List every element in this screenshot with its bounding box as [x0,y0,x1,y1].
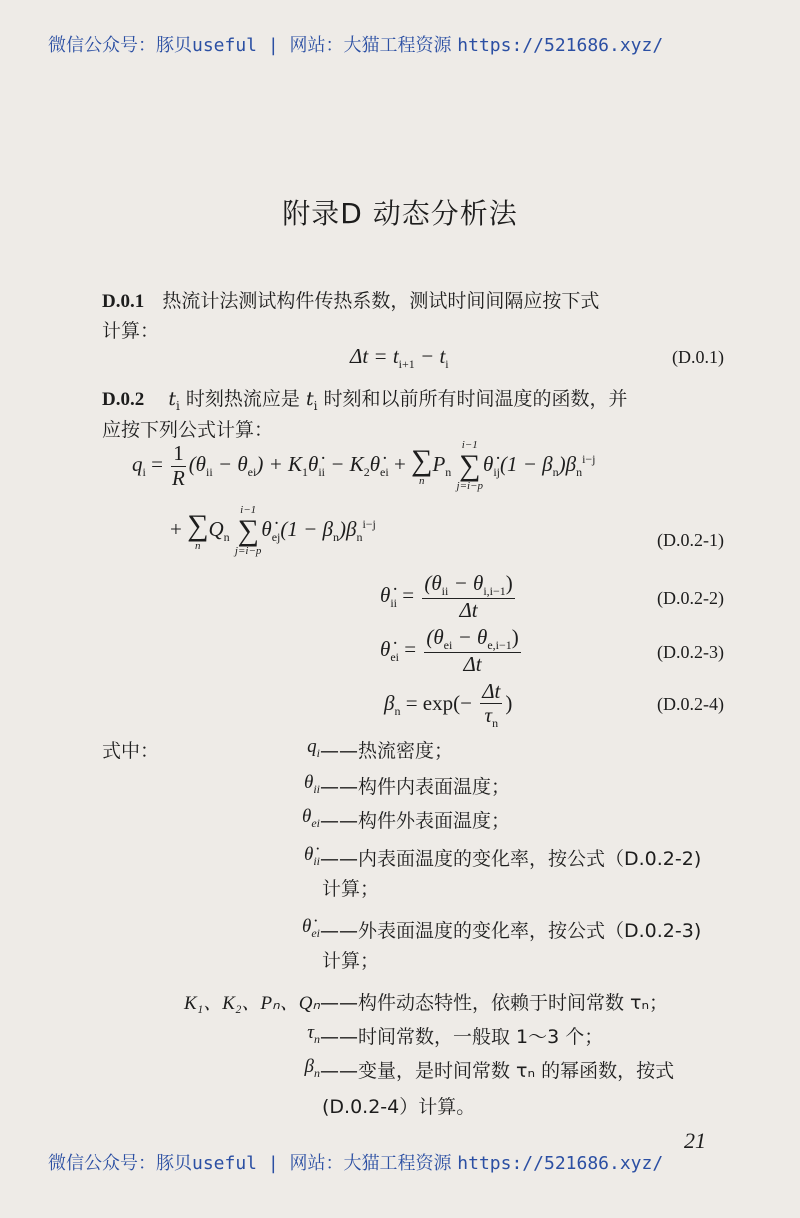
definition-text: ——构件动态特性，依赖于时间常数 τₙ； [320,992,669,1014]
definition-text: ——变量，是时间常数 τₙ 的幂函数，按式 [320,1060,675,1082]
clause-text: 热流计法测试构件传热系数，测试时间间隔应按下式 [162,290,600,312]
watermark-text: 微信公众号：豚贝 [48,1153,192,1174]
definition-symbol: K₁、K₂、Pₙ、Qₙ [183,993,320,1014]
definition-text: ——热流密度； [320,740,454,762]
definition-symbol: $\theta_{ei}$ [301,806,320,830]
definition-text-cont: 计算； [322,950,380,972]
watermark-separator: | [257,35,290,56]
equation-number: (D.0.2-2) [657,588,724,608]
definition-text: ——时间常数，一般取 1～3 个； [320,1026,604,1048]
definition-text: ——构件外表面温度； [320,810,511,832]
definition-text: ——构件内表面温度； [320,776,511,798]
equation-number: (D.0.1) [672,347,724,367]
where-label: 式中： [102,740,160,762]
clause-d01-cont: 计算： [102,320,160,342]
definition-symbol: $\beta_n$ [304,1056,320,1080]
watermark-bottom [48,1149,663,1175]
watermark-text: useful [192,1153,258,1174]
definition-text-cont: (D.0.2-4）计算。 [322,1096,476,1118]
formula-d02-1-line1: $q_i$ = $\frac{1}{R}$ $(\theta_{ii} - \theta_{ei})$ + $K_1\thetȧ_{ii}$ − $K_2\thetȧ_{ei}$ + ∑ n $P_n$ i−1 ∑ j=i−p $\thetȧ_{ij}(1 - \beta_n)\beta_n^{i-j}$ [132,439,596,492]
formula-d02-3: $\thetȧ_{ei}$ = $\frac{(\theta_{ei} - \theta_{e,i-1})}{\Delta t}$ [380,625,519,677]
watermark-url: https://521686.xyz/ [457,35,664,56]
definition-text: ——外表面温度的变化率，按公式（D.0.2-3) [320,920,702,942]
watermark-top [48,31,663,57]
equation-number: (D.0.2-3) [657,642,724,662]
formula-d01: $\Delta t = t_{i+1} - t_i$ [350,344,449,372]
definition-symbol: $\thetȧ_{ii}$ [303,844,320,868]
page-number: 21 [684,1128,706,1153]
clause-number: D.0.1 [102,291,145,312]
appendix-title: 附录D 动态分析法 [282,197,518,230]
equation-number: (D.0.2-1) [657,530,724,550]
equation-number: (D.0.2-4) [657,694,724,714]
watermark-text: 网站：大猫工程资源 [289,1153,458,1174]
definition-symbol: $q_i$ [307,736,320,760]
formula-d02-2: $\thetȧ_{ii}$ = $\frac{(\theta_{ii} - \theta_{i,i-1})}{\Delta t}$ [380,571,513,623]
definition-text: ——内表面温度的变化率，按公式（D.0.2-2) [320,848,702,870]
definition-text-cont: 计算； [322,878,380,900]
formula-d02-1-line2: + ∑ n $Q_n$ i−1 ∑ j=i−p $\thetȧ_{ej}(1 - \beta_n)\beta_n^{i-j}$ [170,504,376,557]
watermark-url: https://521686.xyz/ [457,1153,664,1174]
definition-symbol: $\theta_{ii}$ [303,772,320,796]
definition-symbol: $\tau_n$ [307,1022,320,1046]
clause-number: D.0.2 [102,389,145,410]
watermark-text: 网站：大猫工程资源 [289,35,458,56]
watermark-text: useful [192,35,258,56]
formula-d02-4: $\beta_n = \exp(-$ $\frac{\Delta t}{\tau_n}$ ) [384,679,513,731]
clause-d02-cont: 应按下列公式计算： [102,419,274,441]
clause-d01 [102,286,599,313]
watermark-text: 微信公众号：豚贝 [48,35,192,56]
watermark-separator: | [257,1153,290,1174]
clause-d02: D.0.2 $t_i$ 时刻热流应是 $t_i$ 时刻和以前所有时间温度的函数，并 [102,388,628,413]
definition-symbol: $\thetȧ_{ei}$ [301,916,320,940]
